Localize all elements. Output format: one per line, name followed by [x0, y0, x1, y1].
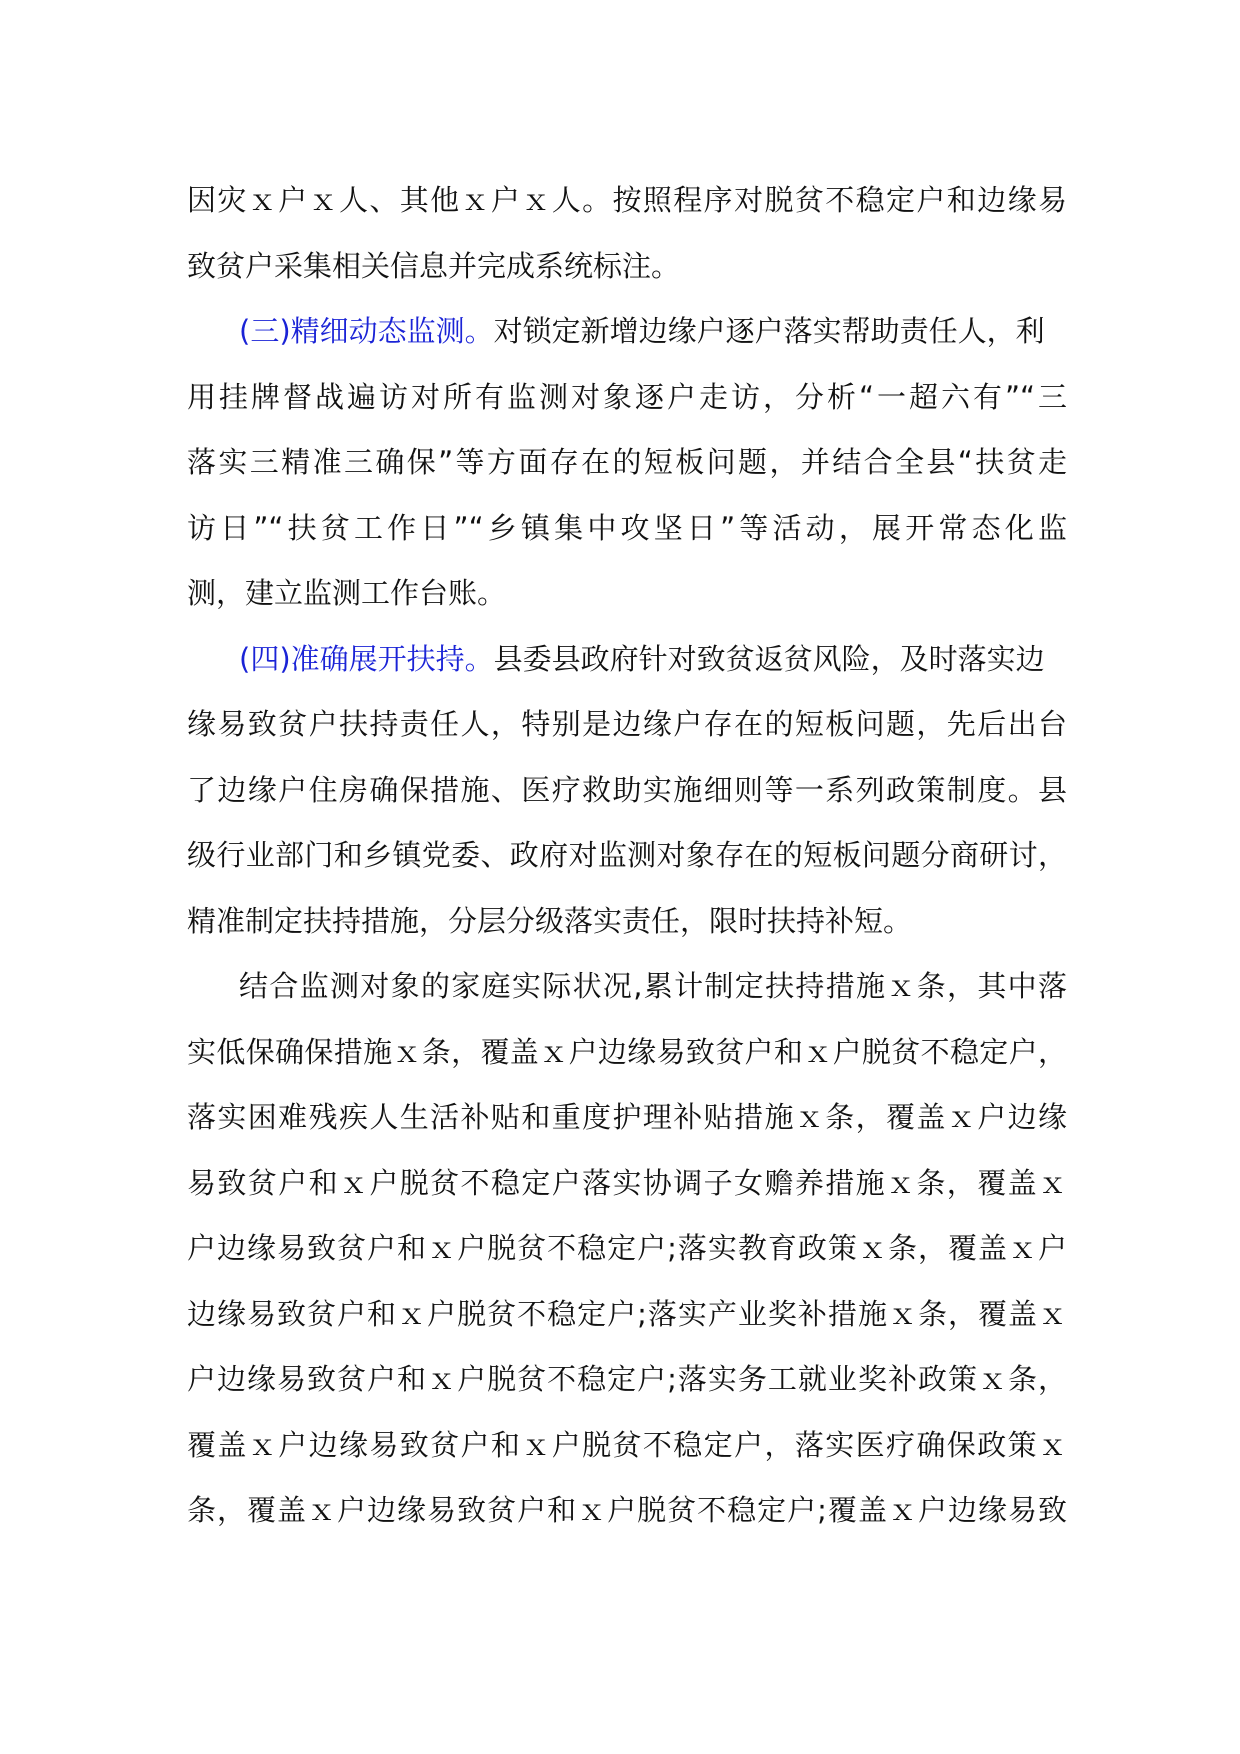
text-line: 因灾ｘ户ｘ人、其他ｘ户ｘ人。按照程序对脱贫不稳定户和边缘易 — [187, 183, 1067, 217]
paragraph-1 — [187, 168, 1067, 299]
text-line: 覆盖ｘ户边缘易致贫户和ｘ户脱贫不稳定户，落实医疗确保政策ｘ — [187, 1427, 1067, 1462]
text-line: 条，覆盖ｘ户边缘易致贫户和ｘ户脱贫不稳定户;覆盖ｘ户边缘易致 — [187, 1493, 1067, 1527]
text-line: 户边缘易致贫户和ｘ户脱贫不稳定户;落实务工就业奖补政策ｘ条， — [187, 1362, 1067, 1396]
text-line: 致贫户采集相关信息并完成系统标注。 — [187, 248, 681, 283]
section-heading: (四)准确展开扶持。 — [239, 641, 494, 676]
text-line: 易致贫户和ｘ户脱贫不稳定户落实协调子女赡养措施ｘ条，覆盖ｘ — [187, 1165, 1067, 1200]
text-line: 测，建立监测工作台账。 — [187, 576, 507, 610]
paragraph-2 — [187, 299, 1067, 627]
text-line: 了边缘户住房确保措施、医疗救助实施细则等一系列政策制度。县 — [187, 772, 1067, 807]
text-line: 用挂牌督战遍访对所有监测对象逐户走访，分析“一超六有”“三 — [187, 379, 1067, 414]
text-line: 户边缘易致贫户和ｘ户脱贫不稳定户;落实教育政策ｘ条，覆盖ｘ户 — [187, 1231, 1067, 1265]
text-line: 访日”“扶贫工作日”“乡镇集中攻坚日”等活动，展开常态化监 — [187, 510, 1067, 545]
text-run: 对锁定新增边缘户逐户落实帮助责任人，利 — [493, 314, 1045, 348]
text-line — [187, 627, 1067, 693]
text-line: 实低保确保措施ｘ条，覆盖ｘ户边缘易致贫户和ｘ户脱贫不稳定户， — [187, 1034, 1067, 1069]
paragraph-3 — [187, 627, 1067, 955]
paragraph-4 — [187, 954, 1067, 1544]
text-line: 精准制定扶持措施，分层分级落实责任，限时扶持补短。 — [187, 903, 913, 938]
document-page — [187, 168, 1067, 1544]
text-line: 边缘易致贫户和ｘ户脱贫不稳定户;落实产业奖补措施ｘ条，覆盖ｘ — [187, 1296, 1067, 1331]
text-line: 级行业部门和乡镇党委、政府对监测对象存在的短板问题分商研讨， — [187, 838, 1067, 872]
text-line — [187, 299, 1067, 365]
text-run: 县委县政府针对致贫返贫风险，及时落实边 — [493, 641, 1045, 676]
text-line: 缘易致贫户扶持责任人，特别是边缘户存在的短板问题，先后出台 — [187, 707, 1067, 741]
text-line: 结合监测对象的家庭实际状况,累计制定扶持措施ｘ条，其中落 — [239, 969, 1067, 1003]
text-line: 落实三精准三确保”等方面存在的短板问题，并结合全县“扶贫走 — [187, 445, 1067, 479]
section-heading: (三)精细动态监测。 — [239, 314, 494, 348]
text-line: 落实困难残疾人生活补贴和重度护理补贴措施ｘ条，覆盖ｘ户边缘 — [187, 1100, 1067, 1134]
